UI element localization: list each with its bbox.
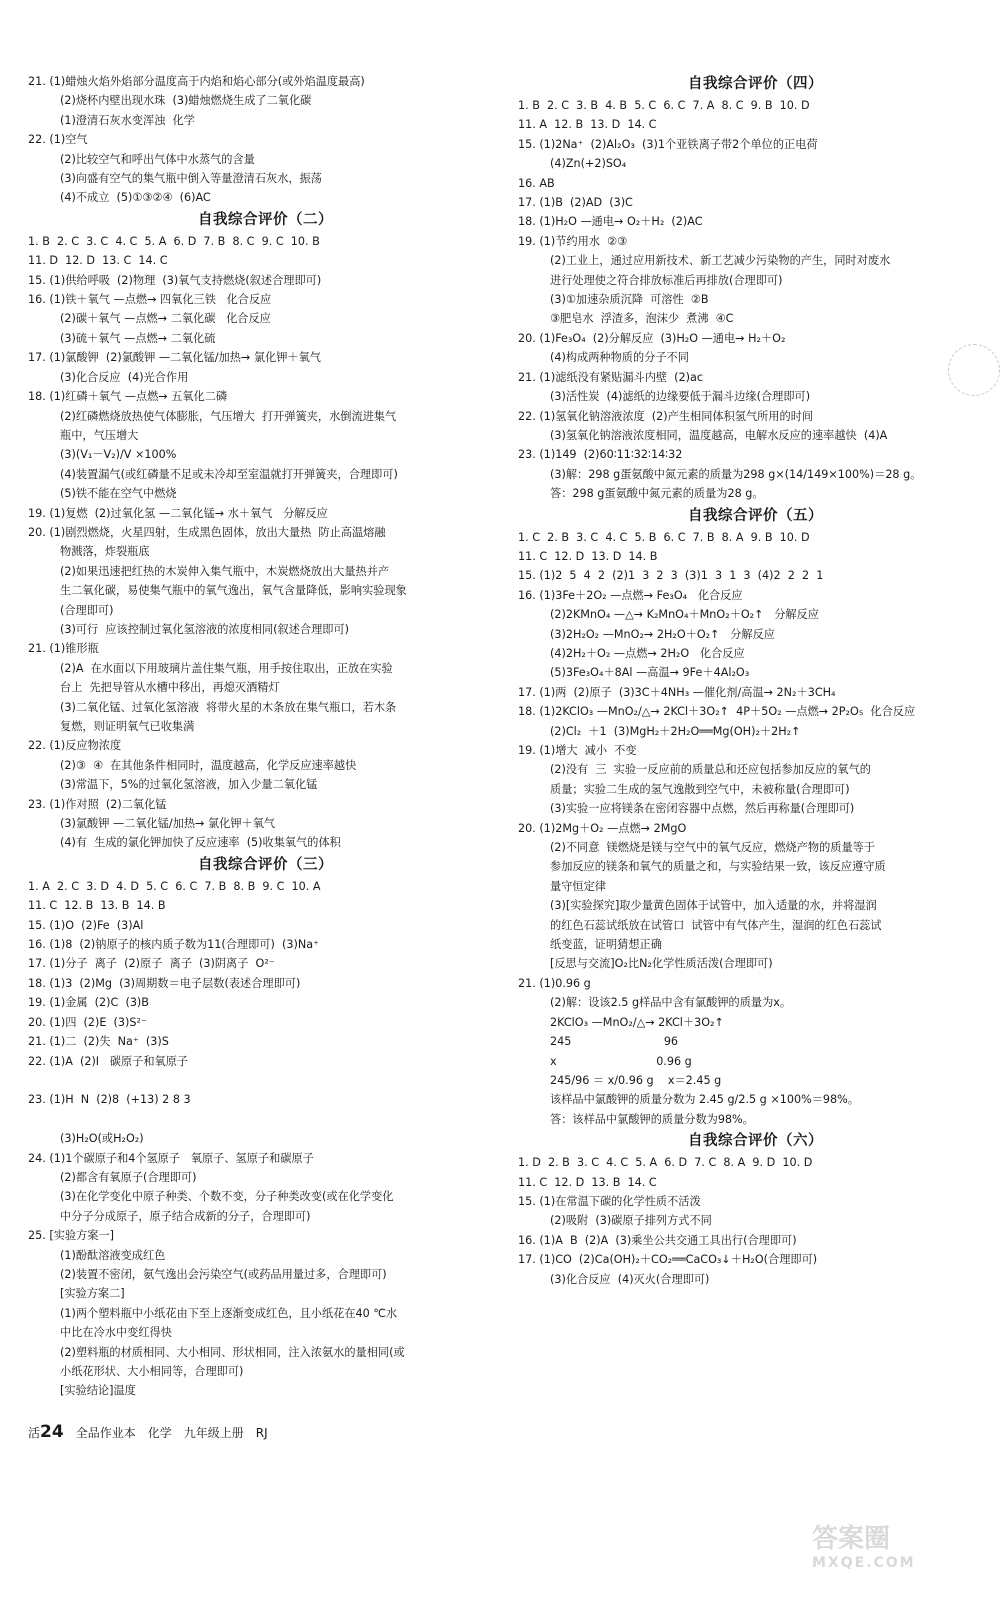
answer-line: [反思与交流]O₂比N₂化学性质活泼(合理即可) [550,957,773,971]
answer-line: 15. (1)O (2)Fe (3)Al [28,918,144,932]
answer-line: (3)硫＋氧气 —点燃→ 二氧化硫 [60,331,216,345]
answer-line: (2)A 在水面以下用玻璃片盖住集气瓶，用手按住取出，正放在实验 [60,661,393,675]
answer-line: 复燃，则证明氧气已收集满 [60,720,195,733]
answer-line [28,1110,503,1129]
answer-line: 18. (1)红磷＋氧气 —点燃→ 五氧化二磷 [28,390,228,404]
answer-line: (3)常温下，5%的过氧化氢溶液，加入少量二氧化锰 [60,778,318,792]
answer-line: (2)装置不密闭，氨气逸出会污染空气(或药品用量过多，合理即可) [60,1267,387,1281]
answer-line: (3)活性炭 (4)滤纸的边缘要低于漏斗边缘(合理即可) [550,390,811,404]
answer-line: 21. (1)滤纸没有紧贴漏斗内壁 (2)ac [518,370,704,384]
answer-line: 20. (1)Fe₃O₄ (2)分解反应 (3)H₂O —通电→ H₂＋O₂ [518,331,786,345]
answer-line: (3)向盛有空气的集气瓶中倒入等量澄清石灰水，振荡 [60,172,322,186]
answer-line: 物溅落，炸裂瓶底 [60,545,150,559]
answer-line: 答：298 g蛋氨酸中氮元素的质量为28 g。 [550,487,764,501]
edition: RJ [255,1426,268,1440]
answer-line: (2)不同意 镁燃烧是镁与空气中的氧气反应，燃烧产物的质量等于 [550,841,876,855]
answer-line: (5)3Fe₃O₄＋8Al —高温→ 9Fe＋4Al₂O₃ [550,666,750,680]
answer-line: (2)Cl₂ ＋1 (3)MgH₂＋2H₂O══Mg(OH)₂＋2H₂↑ [550,724,801,738]
answer-line: 1. D 2. B 3. C 4. C 5. A 6. D 7. C 8. A 9. D 10. D [518,1156,813,1170]
answer-line: 15. (1)在常温下碳的化学性质不活泼 [518,1194,701,1208]
answer-line: 18. (1)H₂O —通电→ O₂＋H₂ (2)AC [518,215,703,229]
left-column [28,72,503,1401]
answer-line: (3)(V₁－V₂)/V ×100% [60,448,177,462]
answer-line: 16. AB [518,176,555,190]
answer-line: 质量；实验二生成的氢气逸散到空气中，未被称量(合理即可) [550,782,850,796]
page-number [28,1422,64,1442]
answer-line: 17. (1)分子 离子 (2)原子 离子 (3)阴离子 O²⁻ [28,957,275,971]
subject: 化学 [147,1426,172,1440]
answer-line: (3)化合反应 (4)光合作用 [60,370,189,384]
section-heading: 自我综合评价（四） [688,76,823,92]
answer-line: 17. (1)氯酸钾 (2)氯酸钾 —二氧化锰/加热→ 氯化钾＋氧气 [28,351,321,365]
answer-line: 20. (1)2Mg＋O₂ —点燃→ 2MgO [518,821,687,835]
answer-line: (合理即可) [60,603,114,617]
page-prefix: 活 [28,1426,41,1440]
answer-line: (2)如果迅速把红热的木炭伸入集气瓶中，木炭燃烧放出大量热并产 [60,564,390,578]
answer-line: (1)澄清石灰水变浑浊 化学 [60,113,195,127]
answer-line: (2)③ ④ 在其他条件相同时，温度越高，化学反应速率越快 [60,758,357,772]
answer-line: (1)酚酞溶液变成红色 [60,1248,166,1262]
answer-line: (4)装置漏气(或红磷量不足或未冷却至室温就打开弹簧夹，合理即可) [60,467,398,481]
answer-line: 17. (1)B (2)AD (3)C [518,196,633,210]
page-footer [28,1422,268,1442]
answer-line: (2)碳＋氧气 —点燃→ 二氧化碳 化合反应 [60,312,271,326]
answer-line: (2)2KMnO₄ —△→ K₂MnO₄＋MnO₂＋O₂↑ 分解反应 [550,608,819,622]
answer-line: 22. (1)反应物浓度 [28,739,122,753]
answer-line: 17. (1)两 (2)原子 (3)3C＋4NH₃ —催化剂/高温→ 2N₂＋3CH₄ [518,685,836,699]
answer-line: (4)2H₂＋O₂ —点燃→ 2H₂O 化合反应 [550,646,745,660]
answer-line: (2)工业上，通过应用新技术、新工艺减少污染物的产生，同时对废水 [550,254,891,268]
answer-line: 1. A 2. C 3. D 4. D 5. C 6. C 7. B 8. B 9. C 10. A [28,879,321,893]
answer-line: 11. C 12. D 13. B 14. C [518,1175,657,1189]
answer-line: (4)有 生成的氯化钾加快了反应速率 (5)收集氧气的体积 [60,836,341,850]
answer-line: 中分子分成原子，原子结合成新的分子，合理即可) [60,1209,311,1223]
answer-line [28,1071,503,1090]
answer-line: 台上 先把导管从水槽中移出，再熄灭酒精灯 [60,681,280,695]
answer-line: 17. (1)CO (2)Ca(OH)₂＋CO₂══CaCO₃↓＋H₂O(合理即可) [518,1253,818,1267]
answer-line: 16. (1)铁＋氧气 —点燃→ 四氧化三铁 化合反应 [28,293,272,307]
answer-line: (3)氢氧化钠溶液浓度相同，温度越高，电解水反应的速率越快 (4)A [550,428,888,442]
answer-line: (1)两个塑料瓶中小纸花由下至上逐渐变成红色，且小纸花在40 ℃水 [60,1306,398,1320]
answer-line: (3)解：298 g蛋氨酸中氮元素的质量为298 g×(14/149×100%)＝28 g。 [550,467,922,481]
answer-line: 22. (1)空气 [28,133,88,147]
answer-line: 2KClO₃ —MnO₂/△→ 2KCl＋3O₂↑ [550,1015,724,1029]
answer-line: (2)吸附 (3)碳原子排列方式不同 [550,1214,712,1228]
answer-line: 23. (1)H N (2)8 (+13) 2 8 3 [28,1093,191,1107]
answer-line: 瓶中，气压增大 [60,428,139,442]
answer-line: 进行处理使之符合排放标准后再排放(合理即可) [550,273,783,287]
answer-line: (3)①加速杂质沉降 可溶性 ②B [550,293,709,307]
watermark-sub: MXQE.COM [812,1555,916,1571]
answer-line: 1. C 2. B 3. C 4. C 5. B 6. C 7. B 8. A 9. B 10. D [518,530,810,544]
answer-line: 11. D 12. D 13. C 14. C [28,254,168,268]
answer-line: 答：该样品中氯酸钾的质量分数为98%。 [550,1112,754,1126]
answer-line: 1. B 2. C 3. B 4. B 5. C 6. C 7. A 8. C 9. B 10. D [518,99,810,112]
answer-line: (4)不成立 (5)①③②④ (6)AC [60,191,211,205]
answer-line: (2)解：设该2.5 g样品中含有氯酸钾的质量为x。 [550,996,792,1010]
grade: 九年级上册 [183,1426,244,1440]
answer-line: (2)塑料瓶的材质相同、大小相同、形状相同，注入浓氨水的量相同(或 [60,1345,405,1359]
section-heading: 自我综合评价（五） [688,507,823,524]
section-heading: 自我综合评价（六） [688,1133,823,1150]
answer-line: 19. (1)复燃 (2)过氧化氢 —二氧化锰→ 水＋氧气 分解反应 [28,506,328,520]
answer-line: 小纸花形状、大小相同等，合理即可) [60,1365,244,1378]
watermark-main: 答案圈 [812,1524,891,1554]
answer-line: 19. (1)节约用水 ②③ [518,234,628,248]
answer-line: 21. (1)二 (2)失 Na⁺ (3)S [28,1035,169,1049]
answer-line: (4)Zn(+2)SO₄ [550,157,627,171]
answer-line: 23. (1)149 (2)60∶11∶32∶14∶32 [518,448,683,462]
answer-line: (5)铁不能在空气中燃烧 [60,487,177,501]
answer-line: 22. (1)氢氧化钠溶液浓度 (2)产生相同体积氢气所用的时间 [518,409,814,423]
watermark-logo [812,1518,982,1588]
answer-line: 18. (1)2KClO₃ —MnO₂/△→ 2KCl＋3O₂↑ 4P＋5O₂ —点燃→ 2P₂O₅ 化合反应 [518,705,916,719]
answer-line: 24. (1)1个碳原子和4个氢原子 氧原子、氢原子和碳原子 [28,1151,314,1165]
answer-line: (2)烧杯内壁出现水珠 (3)蜡烛燃烧生成了二氧化碳 [60,94,312,108]
answer-line: 18. (1)3 (2)Mg (3)周期数＝电子层数(表述合理即可) [28,976,301,990]
answer-line: 11. A 12. B 13. D 14. C [518,118,657,132]
answer-line: (3)实验一应将镁条在密闭容器中点燃，然后再称量(合理即可) [550,802,855,816]
answer-line: 1. B 2. C 3. C 4. C 5. A 6. D 7. B 8. C 9. C 10. B [28,234,320,248]
answer-line: (3)化合反应 (4)灭火(合理即可) [550,1272,710,1286]
answer-line: 16. (1)8 (2)钠原子的核内质子数为11(合理即可) (3)Na⁺ [28,938,319,952]
answer-line: 21. (1)锥形瓶 [28,642,99,656]
answer-line: 11. C 12. D 13. D 14. B [518,549,658,563]
answer-line: 23. (1)作对照 (2)二氧化锰 [28,797,167,811]
answer-line: 19. (1)金属 (2)C (3)B [28,996,149,1010]
answer-line: (3)H₂O(或H₂O₂) [60,1132,144,1146]
answer-line: (2)比较空气和呼出气体中水蒸气的含量 [60,152,255,166]
section-heading: 自我综合评价（三） [198,856,333,873]
answer-line: 21. (1)0.96 g [518,976,591,990]
answer-line: 纸变蓝，证明猜想正确 [550,938,662,952]
answer-line: (2)都含有氧原子(合理即可) [60,1170,197,1184]
answer-line: 19. (1)增大 减小 不变 [518,744,637,757]
page-number-value: 24 [40,1422,64,1442]
answer-line: 20. (1)剧烈燃烧，火星四射，生成黑色固体，放出大量热 防止高温熔融 [28,525,386,539]
answer-line: 16. (1)3Fe＋2O₂ —点燃→ Fe₃O₄ 化合反应 [518,588,743,602]
answer-line: (3)[实验探究]取少量黄色固体于试管中，加入适量的水，并将湿润 [550,899,877,913]
answer-line: [实验方案二] [60,1287,125,1301]
answer-line: (3)氯酸钾 —二氧化锰/加热→ 氯化钾＋氧气 [60,817,276,831]
book-title: 全品作业本 [75,1426,136,1440]
answer-line: 的红色石蕊试纸放在试管口 试管中有气体产生，湿润的红色石蕊试 [550,918,882,932]
answer-line: 参加反应的镁条和氧气的质量之和，与实验结果一致，该反应遵守质 [550,860,886,874]
answer-line: x 0.96 g [550,1054,692,1068]
answer-line: 20. (1)四 (2)E (3)S²⁻ [28,1015,147,1029]
answer-line: 15. (1)2 5 4 2 (2)1 3 2 3 (3)1 3 1 3 (4)2 2 2 1 [518,569,824,583]
right-column [518,72,993,1289]
answer-line: 中比在冷水中变红得快 [60,1326,172,1340]
answer-line: 11. C 12. B 13. B 14. B [28,899,166,913]
section-heading: 自我综合评价（二） [198,211,333,228]
answer-line: 生二氧化碳，易使集气瓶中的氧气逸出，氧气含量降低，影响实验现象 [60,584,407,598]
answer-line: (2)没有 三 实验一反应前的质量总和还应包括参加反应的氧气的 [550,763,871,777]
answer-line: 21. (1)蜡烛火焰外焰部分温度高于内焰和焰心部分(或外焰温度最高) [28,75,365,88]
answer-line: 16. (1)A B (2)A (3)乘坐公共交通工具出行(合理即可) [518,1233,797,1247]
stamp-mark [948,344,1000,396]
answer-line: 15. (1)2Na⁺ (2)Al₂O₃ (3)1个亚铁离子带2个单位的正电荷 [518,137,818,151]
answer-line: 25. [实验方案一] [28,1229,115,1243]
answer-line: 该样品中氯酸钾的质量分数为 2.45 g/2.5 g ×100%＝98%。 [550,1093,859,1107]
answer-line: 量守恒定律 [550,879,606,893]
answer-line: 15. (1)供给呼吸 (2)物理 (3)氧气支持燃烧(叙述合理即可) [28,273,322,287]
answer-line: [实验结论]温度 [60,1384,136,1398]
answer-line: (3)在化学变化中原子种类、个数不变，分子种类改变(或在化学变化 [60,1190,394,1204]
answer-line: 22. (1)A (2)Ⅰ 碳原子和氧原子 [28,1054,189,1068]
answer-line: (3)二氧化锰、过氧化氢溶液 将带火星的木条放在集气瓶口，若木条 [60,700,397,714]
answer-line: (4)构成两种物质的分子不同 [550,351,689,365]
answer-line: (2)红磷燃烧放热使气体膨胀，气压增大 打开弹簧夹，水倒流进集气 [60,409,397,423]
answer-line: 245 96 [550,1035,679,1049]
answer-line: 245/96 ＝ x/0.96 g x＝2.45 g [550,1073,722,1087]
answer-line: (3)可行 应该控制过氧化氢溶液的浓度相同(叙述合理即可) [60,622,350,636]
answer-line: ③肥皂水 浮渣多，泡沫少 煮沸 ④C [550,312,734,326]
answer-line: (3)2H₂O₂ —MnO₂→ 2H₂O＋O₂↑ 分解反应 [550,627,775,641]
